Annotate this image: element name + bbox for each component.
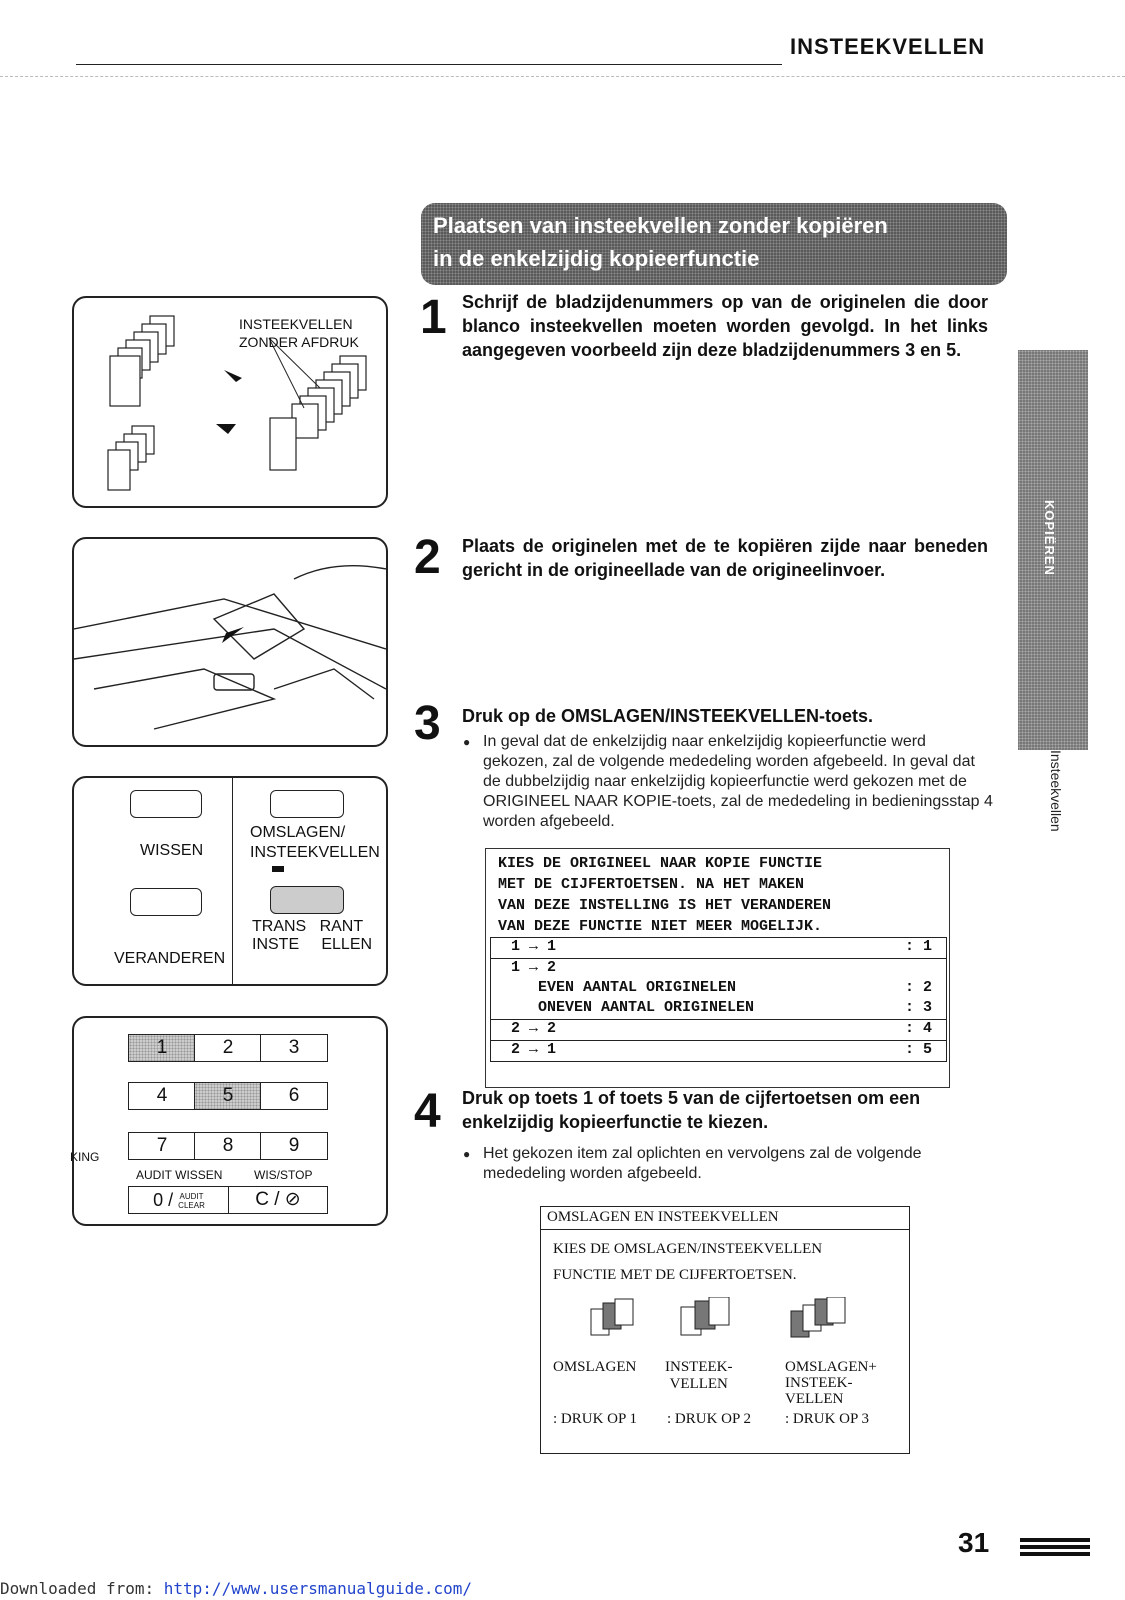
table-row (491, 1019, 946, 1040)
verander-button (130, 888, 202, 916)
insteekvellen-label: INSTEEKVELLEN (250, 844, 380, 861)
header-rule (76, 64, 782, 65)
option-3-press: : DRUK OP 3 (785, 1411, 870, 1427)
step-3-bullet: ● In geval dat de enkelzijdig naar enkelzijdig kopieerfunctie werd gekozen, zal de volgende mededeling worden afgebeeld. In geval dat de dubbelzijdig naar enkelzijdig kopieerfunctie werd gekozen met de ORIGINEEL NAAR KOPIE-toets, zal de mededeling in bedieningsstap 4 worden afgebeeld. (483, 732, 993, 832)
key-9: 9 (260, 1132, 328, 1160)
transparant-label: TRANS RANT (252, 918, 364, 935)
row-value: : 4 (904, 1020, 932, 1037)
transparant-button (270, 886, 344, 914)
option-2-label: INSTEEK- VELLEN (665, 1359, 733, 1392)
wissen-label: WISSEN (140, 842, 204, 859)
key-7: 7 (128, 1132, 196, 1160)
step-2-number: 2 (414, 531, 441, 584)
step-1-number: 1 (420, 291, 447, 344)
message-box-2 (540, 1206, 910, 1454)
row-value: : 1 (904, 938, 932, 955)
msg2-title: OMSLAGEN EN INSTEEKVELLEN (547, 1209, 779, 1225)
illus-label-1: INSTEEKVELLEN (239, 316, 353, 332)
footer-prefix: Downloaded from: (0, 1579, 164, 1598)
msg1-line-2: MET DE CIJFERTOETSEN. NA HET MAKEN (498, 876, 805, 893)
indicator-light (272, 866, 284, 872)
table-row (491, 1040, 946, 1061)
row-label: EVEN AANTAL ORIGINELEN (511, 979, 737, 996)
msg1-line-3: VAN DEZE INSTELLING IS HET VERANDEREN (498, 897, 832, 914)
option-1-press: : DRUK OP 1 (553, 1411, 638, 1427)
row-value: : 3 (904, 999, 932, 1016)
option-2-press: : DRUK OP 2 (667, 1411, 752, 1427)
key-2: 2 (194, 1034, 262, 1062)
key-zero (128, 1186, 230, 1214)
option-1-label: OMSLAGEN (553, 1359, 637, 1375)
page-number-bars (1020, 1538, 1090, 1559)
footer-link[interactable]: http://www.usersmanualguide.com/ (163, 1579, 473, 1598)
download-footer (0, 1579, 472, 1598)
msg2-line-1: KIES DE OMSLAGEN/INSTEEKVELLEN (553, 1241, 823, 1257)
row-label: 1 → 2 (511, 959, 557, 976)
key-8: 8 (194, 1132, 262, 1160)
wis-stop-label: WIS/STOP (254, 1168, 313, 1182)
banner-line-1: Plaatsen van insteekvellen zonder kopiëren (433, 213, 888, 238)
insteek2-label: INSTE ELLEN (252, 936, 373, 953)
page-number: 31 (958, 1527, 990, 1558)
section-banner (421, 203, 1007, 285)
divider-line (232, 778, 233, 986)
key-clear: C / ⊘ (228, 1186, 328, 1214)
page-header-title: INSTEEKVELLEN (790, 34, 986, 59)
illustration-pages (72, 296, 388, 508)
step-2-text: Plaats de originelen met de te kopiëren zijde naar beneden gericht in de origineellade van de origineelinvoer. (462, 536, 988, 580)
section-tab-label: KOPIËREN (1042, 500, 1057, 576)
row-value: : 2 (904, 979, 932, 996)
table-row (491, 938, 946, 958)
key-6: 6 (260, 1082, 328, 1110)
row-label: ONEVEN AANTAL ORIGINELEN (511, 999, 755, 1016)
omslagen-button (270, 790, 344, 818)
key-3: 3 (260, 1034, 328, 1062)
msg2-line-2: FUNCTIE MET DE CIJFERTOETSEN. (553, 1267, 797, 1283)
veranderen-label: VERANDEREN (114, 950, 226, 967)
step-3-number: 3 (414, 697, 441, 750)
feeder-diagram (74, 539, 386, 745)
audit-clear-label: AUDIT CLEAR (178, 1192, 205, 1211)
divider (0, 76, 1125, 77)
banner-line-2: in de enkelzijdig kopieerfunctie (433, 246, 760, 271)
msg1-table (490, 937, 947, 1062)
illus-label-2: ZONDER AFDRUK (239, 334, 359, 350)
table-row (491, 999, 946, 1019)
row-label: 1 → 1 (511, 938, 557, 955)
msg2-title-rule (541, 1229, 909, 1230)
step-4-bullet: ● Het gekozen item zal oplichten en vervolgens zal de volgende mededeling worden afgebeeld. (483, 1144, 998, 1184)
table-row (491, 979, 946, 999)
message-box-1 (485, 848, 950, 1088)
table-row (491, 958, 946, 979)
step-4-number: 4 (414, 1085, 441, 1138)
illustration-control-panel (72, 776, 388, 986)
step-1-text: Schrijf de bladzijdenummers op van de originelen die door blanco insteekvellen moeten worden gevolgd. In het links aangegeven voorbeeld zijn deze bladzijdenummers 3 en 5. (462, 292, 988, 360)
key-zero-label: 0 / (153, 1190, 174, 1210)
key-5: 5 (194, 1082, 262, 1110)
msg1-line-4: VAN DEZE FUNCTIE NIET MEER MOGELIJK. (498, 918, 823, 935)
illustration-keypad (72, 1016, 388, 1226)
option-3-label: OMSLAGEN+ INSTEEK- VELLEN (785, 1359, 877, 1407)
key-1: 1 (128, 1034, 196, 1062)
audit-wissen-label: AUDIT WISSEN (136, 1168, 223, 1182)
row-label: 2 → 2 (511, 1020, 557, 1037)
keypad-side-label: KING (70, 1150, 100, 1164)
step-3-text: Druk op de OMSLAGEN/INSTEEKVELLEN-toets. (462, 706, 874, 726)
msg1-line-1: KIES DE ORIGINEEL NAAR KOPIE FUNCTIE (498, 855, 823, 872)
option-icons (541, 1297, 907, 1357)
section-sub-label: Insteekvellen (1048, 750, 1064, 832)
row-value: : 5 (904, 1041, 932, 1058)
row-label: 2 → 1 (511, 1041, 557, 1058)
key-4: 4 (128, 1082, 196, 1110)
illustration-feeder (72, 537, 388, 747)
omslagen-label: OMSLAGEN/ (250, 824, 346, 841)
step-4-text: Druk op toets 1 of toets 5 van de cijfertoetsen om een enkelzijdig kopieerfunctie te kiezen. (462, 1088, 921, 1132)
wissen-button (130, 790, 202, 818)
